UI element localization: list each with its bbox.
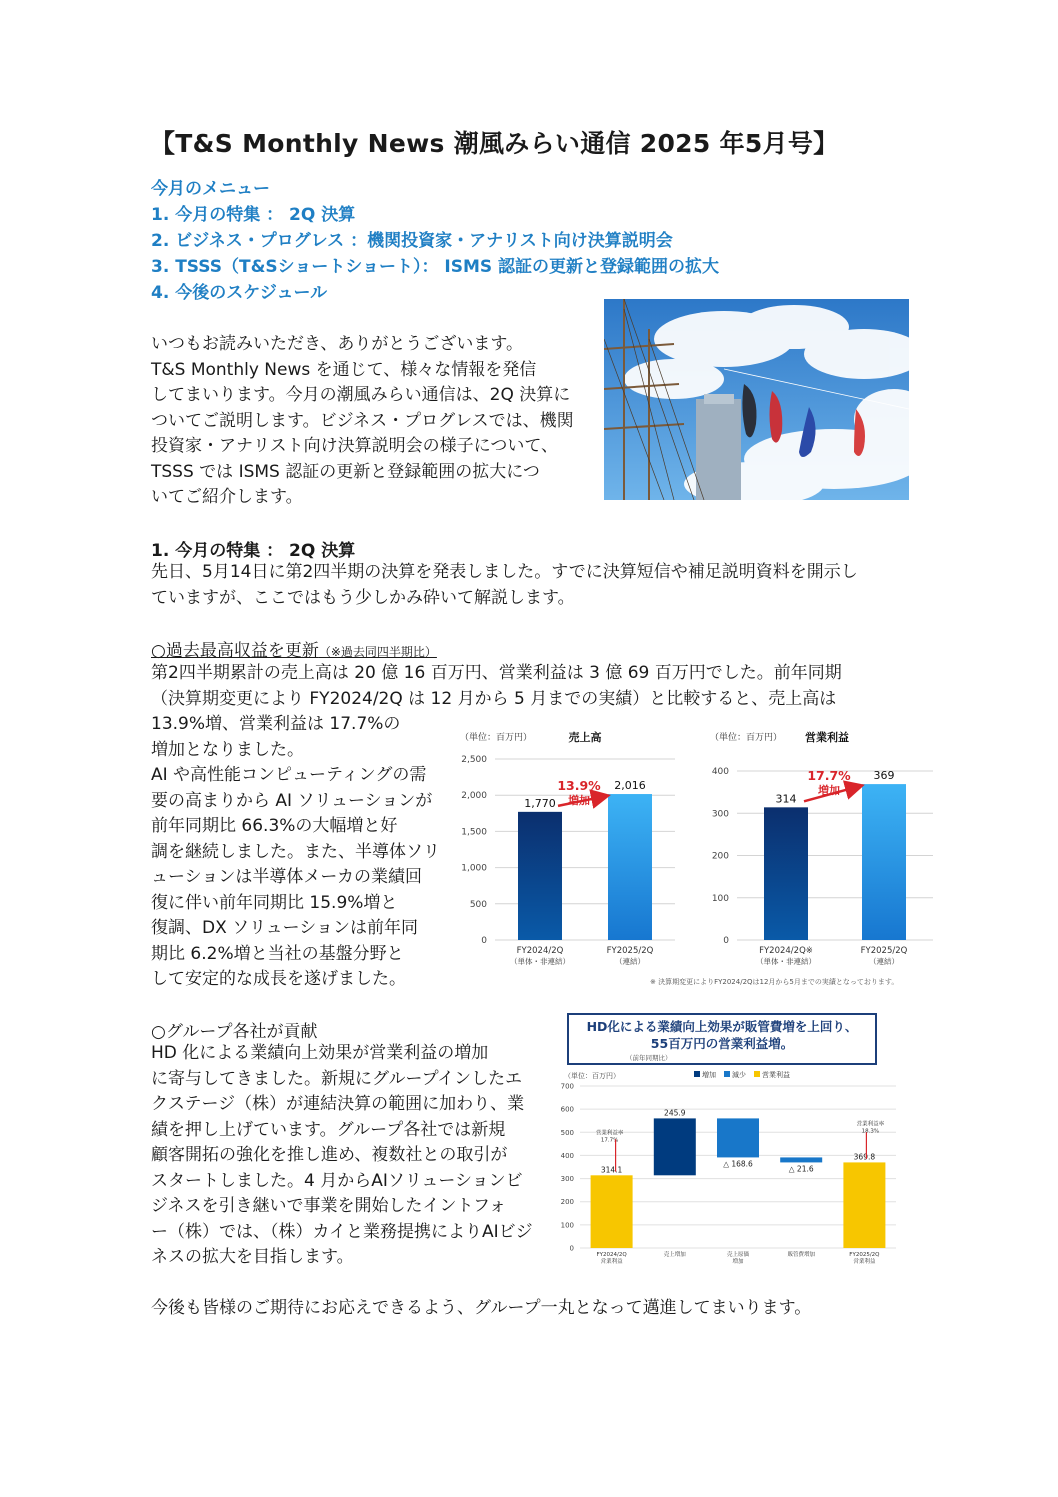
- growth-label: 増加: [568, 794, 590, 808]
- banner-note: （前年同期比）: [626, 1054, 672, 1062]
- growth-rate: 13.9%: [557, 778, 601, 794]
- waterfall-bar: [591, 1175, 633, 1248]
- group-line: スタートしました。4 月からAIソリューションビ: [151, 1170, 523, 1191]
- subheading-group: ○グループ各社が貢献: [151, 1022, 318, 1042]
- bar: [862, 784, 906, 940]
- results-line: 要の高まりから AI ソリューションが: [151, 790, 433, 811]
- x-tick-note: （連結）: [869, 957, 899, 966]
- intro-line: ついてご説明します。ビジネス・プログレスでは、機関: [151, 410, 574, 431]
- waterfall-value-label: 245.9: [664, 1108, 686, 1118]
- intro-line: いてご紹介します。: [151, 487, 303, 507]
- waterfall-bar: [780, 1157, 822, 1162]
- chart-footnote: ※ 決算期変更によりFY2024/2Qは12月から5月までの実績となっております。: [650, 978, 899, 986]
- y-tick-label: 500: [560, 1128, 574, 1137]
- results-line: AI や高性能コンピューティングの需: [151, 765, 427, 785]
- closing-text: 今後も皆様のご期待にお応えできるよう、グループ一丸となって邁進してまいります。: [151, 1298, 812, 1318]
- results-paragraph: [151, 661, 842, 712]
- legend-swatch: [754, 1071, 760, 1077]
- y-tick-label: 100: [711, 893, 729, 904]
- y-tick-label: 0: [723, 936, 729, 946]
- results-line: （決算期変更により FY2024/2Q は 12 月から 5 月までの実績）と比較すると、売上高は: [151, 688, 837, 709]
- menu-item: 4. 今後のスケジュール: [151, 283, 328, 303]
- margin-value: 18.3%: [861, 1128, 880, 1135]
- intro-line: T&S Monthly News を通じて、様々な情報を発信: [151, 359, 537, 380]
- legend-label: 減少: [732, 1071, 746, 1079]
- legend-swatch: [724, 1071, 730, 1077]
- y-tick-label: 2,000: [461, 791, 487, 802]
- y-tick-label: 400: [560, 1151, 574, 1160]
- x-tick-note: （連結）: [615, 957, 645, 966]
- y-tick-label: 700: [560, 1082, 574, 1091]
- x-tick-label: 営業利益: [600, 1259, 623, 1265]
- page-title: 【T&S Monthly News 潮風みらい通信 2025 年5月号】: [150, 129, 839, 158]
- lead-line: 先日、5月14日に第2四半期の決算を発表しました。すでに決算短信や補足説明資料を開示し: [151, 562, 858, 582]
- waterfall-value-label: △ 21.6: [788, 1164, 814, 1174]
- growth-label: 増加: [818, 784, 840, 798]
- results-line: して安定的な成長を遂げました。: [151, 969, 406, 989]
- menu-heading: 今月のメニュー: [151, 179, 270, 199]
- chart-title: 売上高: [568, 731, 602, 744]
- photo-illustration: [604, 299, 909, 500]
- waterfall-value-label: △ 168.6: [723, 1159, 753, 1169]
- x-tick-label: 販管費増加: [787, 1252, 815, 1258]
- margin-value: 17.7%: [600, 1137, 619, 1144]
- intro-text: [151, 332, 591, 511]
- results-line: 復調、DX ソリューションは前年同: [151, 918, 418, 938]
- y-tick-label: 300: [560, 1175, 574, 1184]
- group-line: ジネスを引き継いで事業を開始したイントフォ: [151, 1196, 507, 1216]
- y-tick-label: 600: [560, 1105, 574, 1114]
- results-line: 調を継続しました。また、半導体ソリ: [151, 841, 440, 862]
- results-line: 復に伴い前年同期比 15.9%増と: [151, 892, 398, 913]
- y-tick-label: 100: [560, 1221, 574, 1230]
- chart-unit: （単位：百万円）: [710, 733, 783, 743]
- x-tick-label: FY2025/2Q: [849, 1252, 880, 1258]
- x-tick-label: 営業利益: [853, 1259, 876, 1265]
- group-line: クステージ（株）が連結決算の範囲に加わり、業: [151, 1094, 525, 1114]
- banner-line: HD化による業績向上効果が販管費増を上回り、: [586, 1019, 858, 1034]
- bar: [764, 807, 808, 940]
- bar: [518, 812, 562, 940]
- growth-rate: 17.7%: [807, 768, 851, 784]
- margin-label: 営業利益率: [856, 1121, 885, 1128]
- y-tick-label: 1,000: [461, 863, 487, 874]
- results-paragraph-narrow: [151, 712, 440, 993]
- x-tick-label: 増加: [732, 1259, 744, 1265]
- results-line: ューションは半導体メーカの業績回: [151, 867, 422, 887]
- waterfall-bar: [717, 1118, 759, 1157]
- x-tick-label: FY2024/2Q: [596, 1252, 627, 1258]
- legend-label: 営業利益: [762, 1071, 790, 1079]
- intro-line: してまいります。今月の潮風みらい通信は、2Q 決算に: [151, 385, 571, 405]
- waterfall-value-label: 314.1: [600, 1165, 623, 1175]
- y-tick-label: 2,500: [461, 755, 487, 765]
- group-paragraph: [151, 1041, 533, 1271]
- x-tick-label: FY2025/2Q: [860, 946, 908, 956]
- results-line: 期比 6.2%増と当社の基盤分野と: [151, 943, 404, 964]
- group-line: 績を押し上げています。グループ各社では新規: [151, 1119, 506, 1140]
- bar-value-label: 2,016: [614, 779, 646, 793]
- group-line: ー（株）では、（株）カイと業務提携によりAIビジ: [151, 1221, 533, 1242]
- waterfall-bar: [843, 1162, 885, 1248]
- results-line: 13.9%増、営業利益は 17.7%の: [151, 714, 401, 734]
- subheading-title: ○過去最高収益を更新: [151, 641, 319, 661]
- y-tick-label: 200: [560, 1198, 574, 1207]
- waterfall-chart: [560, 1012, 900, 1270]
- banner-line: 55百万円の営業利益増。: [650, 1036, 794, 1051]
- y-tick-label: 300: [711, 809, 729, 820]
- waterfall-bar: [654, 1118, 696, 1175]
- waterfall-value-label: 369.8: [853, 1152, 876, 1162]
- legend-swatch: [694, 1071, 700, 1077]
- intro-line: 投資家・アナリスト向け決算説明会の様子について、: [151, 436, 558, 456]
- x-tick-label: 売上原価: [726, 1252, 750, 1258]
- lead-line: ていますが、ここではもう少しかみ砕いて解説します。: [151, 587, 575, 608]
- y-tick-label: 1,500: [461, 827, 487, 838]
- menu-item: 2. ビジネス・プログレス ：機関投資家・アナリスト向け決算説明会: [151, 231, 673, 251]
- margin-label: 営業利益率: [595, 1130, 624, 1137]
- menu: [151, 176, 719, 306]
- results-line: 第2四半期累計の売上高は 20 億 16 百万円、営業利益は 3 億 69 百万円でした。前年同期: [151, 663, 842, 683]
- x-tick-note: （単体・非連結）: [756, 957, 816, 966]
- menu-item: 1. 今月の特集 ： 2Q 決算: [151, 205, 356, 225]
- x-tick-label: FY2025/2Q: [606, 946, 654, 956]
- intro-line: いつもお読みいただき、ありがとうございます。: [151, 334, 523, 354]
- y-tick-label: 200: [711, 851, 729, 862]
- results-charts: [455, 727, 935, 989]
- bar-value-label: 314: [775, 792, 797, 806]
- subheading-record: [151, 636, 437, 661]
- chart-unit: （単位：百万円）: [564, 1072, 620, 1080]
- bar: [608, 794, 652, 940]
- section-lead: [151, 560, 858, 611]
- y-tick-label: 0: [569, 1244, 574, 1253]
- results-line: 増加となりました。: [151, 739, 304, 760]
- y-tick-label: 400: [711, 767, 729, 777]
- legend-label: 増加: [702, 1071, 716, 1079]
- y-tick-label: 500: [469, 899, 487, 910]
- x-tick-note: （単体・非連結）: [510, 957, 570, 966]
- section-heading: 1. 今月の特集 ： 2Q 決算: [151, 541, 356, 561]
- group-line: HD 化による業績向上効果が営業利益の増加: [151, 1043, 489, 1063]
- x-tick-label: FY2024/2Q: [516, 946, 564, 956]
- menu-item: 3. TSSS（T&Sショートショート）： ISMS 認証の更新と登録範囲の拡大: [151, 257, 720, 277]
- waterfall-svg: [560, 1012, 900, 1270]
- koinobori-photo: [604, 299, 909, 500]
- group-line: 顧客開拓の強化を推し進め、複数社との取引が: [151, 1145, 508, 1165]
- chart-unit: （単位：百万円）: [460, 733, 533, 743]
- results-line: 前年同期比 66.3%の大幅増と好: [151, 816, 398, 836]
- y-tick-label: 0: [481, 936, 487, 946]
- x-tick-label: FY2024/2Q※: [759, 946, 813, 956]
- group-line: ネスの拡大を目指します。: [151, 1247, 354, 1267]
- intro-line: TSSS では ISMS 認証の更新と登録範囲の拡大につ: [151, 461, 540, 482]
- group-line: に寄与してきました。新規にグループインしたエ: [151, 1068, 523, 1089]
- subheading-note: （※過去同四半期比）: [318, 645, 437, 659]
- chart-title: 営業利益: [805, 731, 849, 744]
- bar-value-label: 369: [873, 769, 895, 783]
- bar-value-label: 1,770: [524, 796, 556, 810]
- x-tick-label: 売上増加: [663, 1252, 686, 1258]
- bar-charts-svg: [455, 727, 935, 989]
